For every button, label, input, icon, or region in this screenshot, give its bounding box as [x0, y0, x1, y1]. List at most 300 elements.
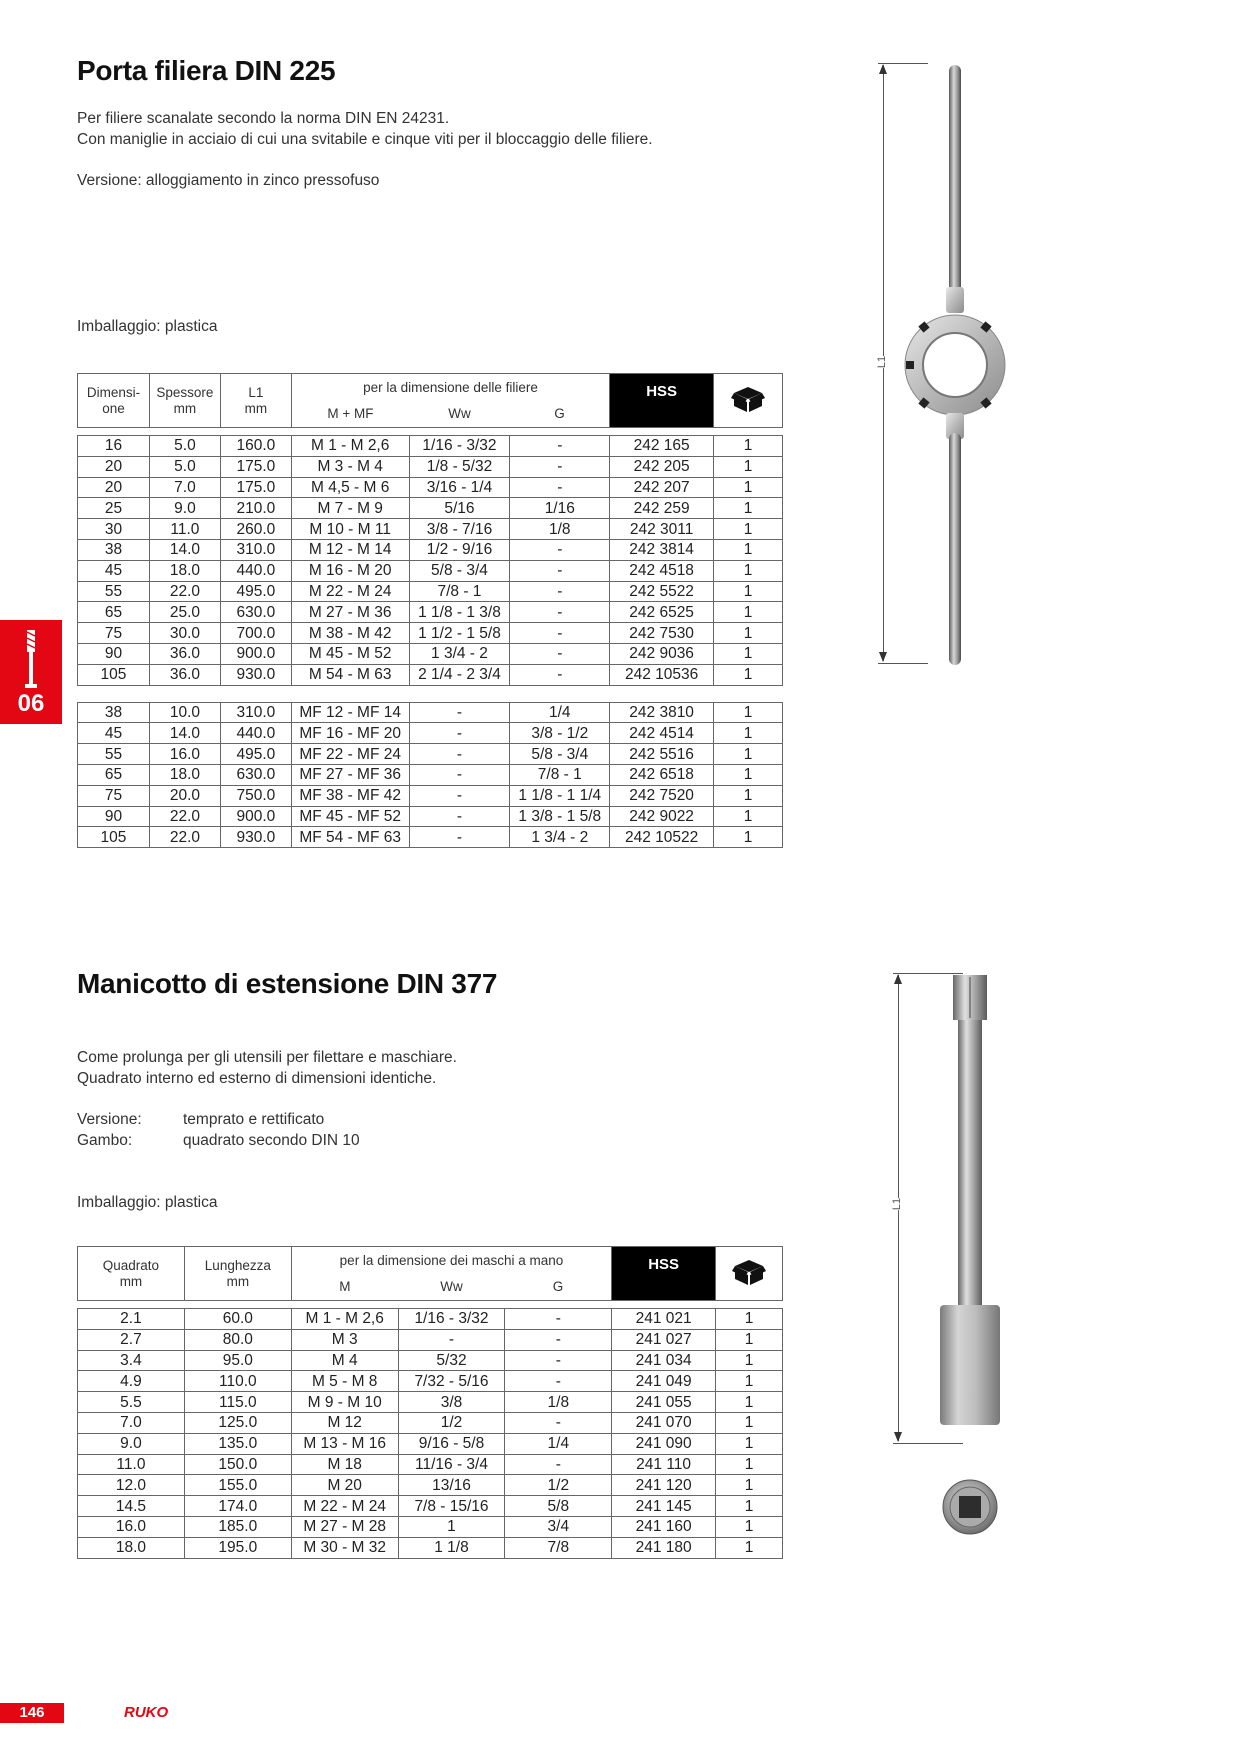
table-cell: 2.1 [78, 1309, 185, 1330]
table-cell: 242 6518 [610, 764, 714, 785]
table-cell: 210.0 [220, 498, 291, 519]
table-cell: 14.0 [149, 723, 220, 744]
header-die-size-group: per la dimensione delle filiere [291, 374, 609, 402]
table-cell: 1 [716, 1329, 783, 1350]
table-cell: 1 [714, 581, 783, 602]
table-cell: MF 22 - MF 24 [291, 744, 409, 765]
table-cell: 242 9022 [610, 806, 714, 827]
table-cell: 12.0 [78, 1475, 185, 1496]
table-row [78, 1412, 783, 1433]
table-cell: 7/8 - 1 [510, 764, 610, 785]
table-cell: 75 [78, 623, 150, 644]
header-square: Quadrato mm [78, 1247, 185, 1301]
table-cell: 65 [78, 764, 150, 785]
table-cell: 150.0 [184, 1454, 291, 1475]
table-cell: 900.0 [220, 806, 291, 827]
table-cell: - [510, 664, 610, 685]
table-cell: 9.0 [149, 498, 220, 519]
table-cell: 242 3810 [610, 702, 714, 723]
table-cell: M 45 - M 52 [291, 643, 409, 664]
table-cell: 242 6525 [610, 602, 714, 623]
section1-title: Porta filiera DIN 225 [77, 55, 336, 86]
table-cell: 1 [714, 498, 783, 519]
table-cell: 80.0 [184, 1329, 291, 1350]
dimension-arrow-up [894, 974, 902, 984]
table-row [78, 1454, 783, 1475]
chapter-number: 06 [17, 690, 45, 717]
table-cell: MF 54 - MF 63 [291, 827, 409, 848]
table-cell: - [505, 1329, 612, 1350]
table-cell: 25 [78, 498, 150, 519]
table-cell: 1 1/8 - 1 3/8 [409, 602, 510, 623]
table-cell: 1 [716, 1454, 783, 1475]
table-cell: - [409, 702, 510, 723]
table-cell: M 1 - M 2,6 [291, 436, 409, 457]
table-cell: 1 [714, 436, 783, 457]
section2-version-row [77, 1109, 324, 1130]
table-cell: 95.0 [184, 1350, 291, 1371]
table-cell: M 38 - M 42 [291, 623, 409, 644]
table-cell: 242 4518 [610, 560, 714, 581]
table-cell: M 20 [291, 1475, 398, 1496]
table-cell: 125.0 [184, 1412, 291, 1433]
table-cell: 242 3814 [610, 539, 714, 560]
table-cell: M 22 - M 24 [291, 581, 409, 602]
table-cell: 105 [78, 664, 150, 685]
table-cell: - [510, 477, 610, 498]
table-row [78, 664, 783, 685]
table-cell: M 4 [291, 1350, 398, 1371]
table-cell: 1 [714, 477, 783, 498]
table-cell: 241 120 [612, 1475, 716, 1496]
table-cell: 700.0 [220, 623, 291, 644]
table-cell: 1/16 [510, 498, 610, 519]
table-row [78, 623, 783, 644]
table-cell: 1 3/4 - 2 [409, 643, 510, 664]
packaging-box-icon [716, 1247, 783, 1301]
table-cell: 900.0 [220, 643, 291, 664]
die-holder-table [77, 373, 783, 848]
table-cell: 60.0 [184, 1309, 291, 1330]
table-cell: - [409, 785, 510, 806]
table-cell: 1 3/4 - 2 [510, 827, 610, 848]
table-cell: 1 [716, 1350, 783, 1371]
table-cell: 1/8 [505, 1392, 612, 1413]
table-cell: 1 [398, 1516, 505, 1537]
table-cell: 1 [714, 806, 783, 827]
table-cell: 25.0 [149, 602, 220, 623]
table-cell: 9.0 [78, 1433, 185, 1454]
table-row [78, 764, 783, 785]
table-cell: 1 [714, 560, 783, 581]
version-value: temprato e rettificato [183, 1111, 325, 1128]
table-row [78, 723, 783, 744]
table-cell: - [398, 1329, 505, 1350]
table-row [78, 498, 783, 519]
table-cell: 1 [714, 744, 783, 765]
table-cell: 242 7520 [610, 785, 714, 806]
table-cell: 38 [78, 539, 150, 560]
table-cell: 1 1/8 - 1 1/4 [510, 785, 610, 806]
table-cell: M 1 - M 2,6 [291, 1309, 398, 1330]
table-cell: M 4,5 - M 6 [291, 477, 409, 498]
table-cell: 1 [714, 602, 783, 623]
chapter-tab [0, 620, 62, 724]
table-row [78, 785, 783, 806]
table-cell: 5.5 [78, 1392, 185, 1413]
table-cell: M 7 - M 9 [291, 498, 409, 519]
table-cell: MF 38 - MF 42 [291, 785, 409, 806]
table-cell: 242 10536 [610, 664, 714, 685]
shank-value: quadrato secondo DIN 10 [183, 1132, 360, 1149]
table-cell: 11.0 [78, 1454, 185, 1475]
table-cell: - [505, 1412, 612, 1433]
table-cell: M 12 - M 14 [291, 539, 409, 560]
table-cell: 22.0 [149, 827, 220, 848]
table-cell: M 5 - M 8 [291, 1371, 398, 1392]
table-cell: 1 [714, 519, 783, 540]
table-row [78, 539, 783, 560]
table-cell: 5/32 [398, 1350, 505, 1371]
table-cell: M 3 [291, 1329, 398, 1350]
table-cell: 16.0 [78, 1516, 185, 1537]
table-cell: 241 145 [612, 1496, 716, 1517]
table-row [78, 1516, 783, 1537]
table-cell: 1 3/8 - 1 5/8 [510, 806, 610, 827]
table-cell: 30 [78, 519, 150, 540]
tap-tool-icon [0, 624, 62, 694]
table-cell: M 10 - M 11 [291, 519, 409, 540]
brand-logo: RUKO [124, 1704, 169, 1721]
table-cell: 105 [78, 827, 150, 848]
table-cell: 242 9036 [610, 643, 714, 664]
table-cell: 1 1/8 [398, 1537, 505, 1558]
table-cell: 115.0 [184, 1392, 291, 1413]
table-cell: 1 [716, 1516, 783, 1537]
table-cell: 5.0 [149, 436, 220, 457]
table-cell: 241 110 [612, 1454, 716, 1475]
table-row [78, 456, 783, 477]
table-cell: 7/8 - 1 [409, 581, 510, 602]
table-cell: 11/16 - 3/4 [398, 1454, 505, 1475]
table-row [78, 1371, 783, 1392]
table-cell: MF 27 - MF 36 [291, 764, 409, 785]
header-length: Lunghezza mm [184, 1247, 291, 1301]
table-cell: M 12 [291, 1412, 398, 1433]
header-l1: L1 mm [220, 374, 291, 428]
table-cell: 241 021 [612, 1309, 716, 1330]
header-ww: Ww [398, 1275, 505, 1301]
table-cell: 242 207 [610, 477, 714, 498]
table-gap [78, 685, 783, 702]
section1-desc-2: Con maniglie in acciaio di cui una svitabile e cinque viti per il bloccaggio delle filiere. [77, 131, 653, 148]
table-cell: - [510, 581, 610, 602]
table-row [78, 1475, 783, 1496]
table-cell: 90 [78, 806, 150, 827]
dimension-arrow-down [879, 652, 887, 662]
table-cell: 1 [716, 1537, 783, 1558]
table-row [78, 1350, 783, 1371]
table-cell: 10.0 [149, 702, 220, 723]
table-cell: 14.5 [78, 1496, 185, 1517]
header-ww: Ww [409, 402, 510, 428]
table-cell: 16 [78, 436, 150, 457]
table-cell: 90 [78, 643, 150, 664]
table-cell: 4.9 [78, 1371, 185, 1392]
table-cell: 1 [716, 1392, 783, 1413]
table-cell: 3/4 [505, 1516, 612, 1537]
table-cell: M 30 - M 32 [291, 1537, 398, 1558]
table-cell: 5/16 [409, 498, 510, 519]
table-cell: 45 [78, 560, 150, 581]
header-dimension: Dimensi- one [78, 374, 150, 428]
table-row [78, 643, 783, 664]
table-cell: 45 [78, 723, 150, 744]
table-row [78, 1329, 783, 1350]
table-cell: - [409, 806, 510, 827]
table-cell: 1 [716, 1433, 783, 1454]
table-cell: 1 [714, 664, 783, 685]
table-cell: 260.0 [220, 519, 291, 540]
table-cell: - [409, 723, 510, 744]
table-cell: 9/16 - 5/8 [398, 1433, 505, 1454]
version-key: Versione: [77, 1111, 142, 1128]
table-cell: 20.0 [149, 785, 220, 806]
table-cell: - [510, 456, 610, 477]
table-cell: 1 [714, 764, 783, 785]
table-cell: 1 [714, 539, 783, 560]
table-row [78, 1309, 783, 1330]
page-number: 146 [0, 1703, 64, 1723]
table-cell: M 22 - M 24 [291, 1496, 398, 1517]
table-cell: 1 [714, 702, 783, 723]
table-cell: 241 070 [612, 1412, 716, 1433]
table-cell: 65 [78, 602, 150, 623]
table-cell: 242 165 [610, 436, 714, 457]
table-cell: M 27 - M 36 [291, 602, 409, 623]
dimension-bottom-tick [893, 1443, 963, 1444]
table-cell: 7.0 [149, 477, 220, 498]
table-cell: 242 7530 [610, 623, 714, 644]
table-cell: 242 205 [610, 456, 714, 477]
dimension-label-l1: L1 [891, 1197, 904, 1211]
table-row [78, 560, 783, 581]
table-cell: 160.0 [220, 436, 291, 457]
header-m-mf: M + MF [291, 402, 409, 428]
table-cell: 175.0 [220, 477, 291, 498]
die-holder-image [880, 55, 1030, 675]
table-cell: 1 [716, 1475, 783, 1496]
table-cell: - [505, 1309, 612, 1330]
table-row [78, 477, 783, 498]
table-cell: M 9 - M 10 [291, 1392, 398, 1413]
table-cell: 174.0 [184, 1496, 291, 1517]
header-tap-size-group: per la dimensione dei maschi a mano [291, 1247, 611, 1275]
table-cell: 1 [716, 1371, 783, 1392]
table-cell: 310.0 [220, 702, 291, 723]
section2-shank-row [77, 1130, 360, 1151]
dimension-top-tick [893, 973, 963, 974]
table-cell: 242 5516 [610, 744, 714, 765]
table-cell: 2.7 [78, 1329, 185, 1350]
header-hss: HSS [612, 1247, 716, 1301]
table-cell: 18.0 [78, 1537, 185, 1558]
table-cell: 495.0 [220, 744, 291, 765]
table-cell: 1 [714, 623, 783, 644]
table-cell: MF 16 - MF 20 [291, 723, 409, 744]
table-cell: 22.0 [149, 581, 220, 602]
table-cell: 242 3011 [610, 519, 714, 540]
table-cell: 1/2 [398, 1412, 505, 1433]
table-cell: M 3 - M 4 [291, 456, 409, 477]
table-cell: 195.0 [184, 1537, 291, 1558]
table-cell: 5/8 - 3/4 [510, 744, 610, 765]
table-row [78, 827, 783, 848]
section1-packaging: Imballaggio: plastica [77, 318, 218, 335]
table-cell: 7.0 [78, 1412, 185, 1433]
table-cell: 30.0 [149, 623, 220, 644]
section2-title: Manicotto di estensione DIN 377 [77, 968, 498, 999]
table-cell: MF 45 - MF 52 [291, 806, 409, 827]
extension-sleeve-image [930, 975, 1030, 1555]
table-cell: - [409, 764, 510, 785]
table-cell: 495.0 [220, 581, 291, 602]
table-row [78, 744, 783, 765]
table-row [78, 1433, 783, 1454]
table-cell: 5/8 - 3/4 [409, 560, 510, 581]
table-cell: - [409, 744, 510, 765]
table-cell: 1 [714, 456, 783, 477]
dimension-arrow-down [894, 1432, 902, 1442]
table-cell: - [409, 827, 510, 848]
table-cell: 22.0 [149, 806, 220, 827]
table-cell: - [510, 436, 610, 457]
table-cell: 16.0 [149, 744, 220, 765]
table-cell: 1 [716, 1412, 783, 1433]
table-cell: 242 4514 [610, 723, 714, 744]
table-cell: 55 [78, 744, 150, 765]
table-cell: 750.0 [220, 785, 291, 806]
table-cell: 440.0 [220, 723, 291, 744]
table-cell: 930.0 [220, 827, 291, 848]
packaging-box-icon [714, 374, 783, 428]
table-cell: M 18 [291, 1454, 398, 1475]
table-cell: 1 [714, 643, 783, 664]
table-cell: 5/8 [505, 1496, 612, 1517]
table-cell: 185.0 [184, 1516, 291, 1537]
table-cell: 242 5522 [610, 581, 714, 602]
table-cell: 440.0 [220, 560, 291, 581]
header-g: G [505, 1275, 612, 1301]
table-cell: 1 [716, 1496, 783, 1517]
table-row [78, 1537, 783, 1558]
table-cell: MF 12 - MF 14 [291, 702, 409, 723]
table-cell: 1/4 [510, 702, 610, 723]
dimension-label-l1: L1 [876, 355, 889, 369]
table-cell: 36.0 [149, 643, 220, 664]
table-cell: 241 034 [612, 1350, 716, 1371]
table-cell: 242 259 [610, 498, 714, 519]
table-cell: - [505, 1454, 612, 1475]
table-cell: 18.0 [149, 560, 220, 581]
table-row [78, 581, 783, 602]
table-cell: 241 055 [612, 1392, 716, 1413]
table-cell: 38 [78, 702, 150, 723]
table-cell: 13/16 [398, 1475, 505, 1496]
header-thickness: Spessore mm [149, 374, 220, 428]
table-cell: 1 [714, 785, 783, 806]
dimension-bottom-tick [878, 663, 928, 664]
table-cell: 1/16 - 3/32 [398, 1309, 505, 1330]
table-cell: 241 090 [612, 1433, 716, 1454]
table-cell: 630.0 [220, 602, 291, 623]
table-cell: 241 160 [612, 1516, 716, 1537]
table-cell: 241 180 [612, 1537, 716, 1558]
header-hss: HSS [610, 374, 714, 428]
table-cell: 75 [78, 785, 150, 806]
table-cell: - [510, 560, 610, 581]
table-cell: 310.0 [220, 539, 291, 560]
extension-sleeve-table [77, 1246, 783, 1559]
table-row [78, 602, 783, 623]
table-cell: 7/8 [505, 1537, 612, 1558]
table-cell: 3/16 - 1/4 [409, 477, 510, 498]
table-cell: 175.0 [220, 456, 291, 477]
table-cell: 241 027 [612, 1329, 716, 1350]
table-cell: 18.0 [149, 764, 220, 785]
table-cell: 1 [714, 827, 783, 848]
table-cell: 7/32 - 5/16 [398, 1371, 505, 1392]
table-cell: 110.0 [184, 1371, 291, 1392]
table-cell: M 54 - M 63 [291, 664, 409, 685]
table-cell: 242 10522 [610, 827, 714, 848]
table-cell: 1/2 [505, 1475, 612, 1496]
table-cell: 930.0 [220, 664, 291, 685]
table-cell: M 27 - M 28 [291, 1516, 398, 1537]
table-cell: 7/8 - 15/16 [398, 1496, 505, 1517]
table-row [78, 702, 783, 723]
table-cell: 630.0 [220, 764, 291, 785]
table-cell: 135.0 [184, 1433, 291, 1454]
table-cell: 3/8 - 1/2 [510, 723, 610, 744]
dimension-arrow-up [879, 64, 887, 74]
table-cell: 5.0 [149, 456, 220, 477]
table-row [78, 1392, 783, 1413]
table-row [78, 1496, 783, 1517]
table-cell: 1 [716, 1309, 783, 1330]
section2-desc-2: Quadrato interno ed esterno di dimensioni identiche. [77, 1070, 437, 1087]
shank-key: Gambo: [77, 1132, 133, 1149]
table-cell: M 13 - M 16 [291, 1433, 398, 1454]
table-cell: 3/8 [398, 1392, 505, 1413]
table-cell: 155.0 [184, 1475, 291, 1496]
table-cell: 11.0 [149, 519, 220, 540]
table-cell: 1/16 - 3/32 [409, 436, 510, 457]
table-cell: 20 [78, 477, 150, 498]
table-cell: 1 1/2 - 1 5/8 [409, 623, 510, 644]
table-cell: 1 [714, 723, 783, 744]
header-g: G [510, 402, 610, 428]
table-cell: - [510, 539, 610, 560]
section2-desc-1: Come prolunga per gli utensili per filettare e maschiare. [77, 1049, 457, 1066]
table-cell: - [510, 623, 610, 644]
header-m: M [291, 1275, 398, 1301]
table-cell: 241 049 [612, 1371, 716, 1392]
table-cell: 1/8 [510, 519, 610, 540]
table-cell: 3.4 [78, 1350, 185, 1371]
table-cell: - [510, 643, 610, 664]
table-cell: 3/8 - 7/16 [409, 519, 510, 540]
